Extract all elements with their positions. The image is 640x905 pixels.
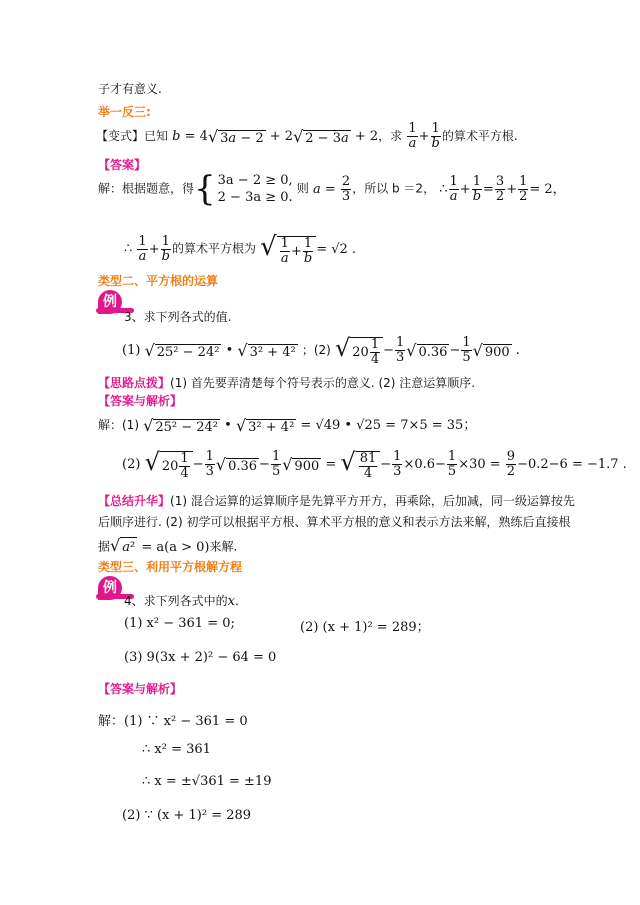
solution-line: 解：(1) √ 25² − 24² • √ 3² + 4² = √49 • √25 = 7×5 = 35； [98,416,477,435]
variable: x [227,594,235,609]
solution-line: 解：(1) ∵ x² − 361 = 0 [98,714,248,729]
solution-line: (2) ∵ (x + 1)² = 289 [122,808,252,823]
solution-label: (2) [122,457,141,472]
result: √ $\frac{1}{a}$ + $\frac{1}{b}$ = √2 . [260,232,357,266]
summary-text: 来解. [209,539,238,554]
therefore-symbol: ∴ [124,241,133,257]
summary-block: 【总结升华】(1) 混合运算的运算顺序是先算平方开方，再乘除，后加减，同一级运算按先 后顺序进行. (2) 初学可以根据平方根、算术平方根的意义和表示方法来解，熟练后直接根 据√ a² = a(a > 0)来解. [98,491,575,558]
hint-line [98,374,475,391]
answer-analysis-tag: 【答案与解析】 [98,682,183,696]
example-badge: 例 [98,576,122,600]
solution-text: 解：根据题意，得 [98,181,195,196]
variant-tag: 【变式】 [96,129,145,143]
example-items: (1) √ 25² − 24² • √ 3² + 4² ；(2) √ 20 $\frac{1}{4}$ − $\frac{1}{3}$ √ 0.36 − $\frac{1}{5}$ √ 900 . [122,334,520,367]
variant-text: ，求 [378,129,403,143]
example-text: . [234,594,239,608]
example-badge: 例 [98,290,122,314]
solution-text: 则 [296,181,309,196]
variant-text: 的算术平方根. [441,129,518,143]
equation-item-1: (1) x² − 361 = 0; [124,616,235,631]
solution-label: 解：(1) [98,418,139,432]
answer-analysis-tag: 【答案与解析】 [98,394,183,408]
solution-text: ，所以 b ＝2， [352,181,436,196]
example-title: 3、求下列各式的值. [124,310,232,324]
solution-line: (2) √ 20 $\frac{1}{4}$ − $\frac{1}{3}$ √ 0.36 − $\frac{1}{5}$ √ 900 = √ $\frac{81}{4}$ − $\frac{1}{3}$ ×0.6− $\frac{1}{5}$ ×30 = $\frac{9}{2}$ −0.2−6 = −1.7 . [122,448,627,481]
example-text: 4、求下列各式中的 [124,594,228,608]
a-value: a = $\frac{2}{3}$ [312,173,351,204]
expression: $\frac{1}{a}$ + $\frac{1}{b}$ [138,233,170,264]
solution-line: ∴ x² = 361 [142,742,211,757]
hint-tag: 【思路点拨】 [98,376,171,390]
item-label: (1) [122,343,141,358]
solution-line [124,232,356,266]
section-heading: 类型三、利用平方根解方程 [98,560,243,574]
solution-line: ∴ x = ±√361 = ±19 [142,774,272,789]
example-title [124,592,239,609]
section-heading: 举一反三: [98,105,151,119]
solution-line [98,169,566,209]
inequality-2: 2 − 3a ≥ 0. [217,190,293,205]
summary-text: 据 [98,539,111,554]
inequality-system [218,172,293,206]
answer-tag: 【答案】 [98,158,147,172]
variant-expression: $\frac{1}{a}$ + $\frac{1}{b}$ [408,121,440,151]
summary-tag: 【总结升华】 [98,494,171,508]
variant-equation: b = 4√ 3a − 2 + 2√ 2 − 3a + 2 [172,127,379,146]
inequality-1: 3a − 2 ≥ 0, [217,173,293,188]
variant-problem [96,122,518,151]
summary-formula: = a(a > 0) [141,539,210,555]
equation-item-3: (3) 9(3x + 2)² − 64 = 0 [124,650,277,665]
solution-text: 的算术平方根为 [171,241,256,256]
sum-equation: ∴ $\frac{1}{a}$ + $\frac{1}{b}$ = $\frac{3}{2}$ + $\frac{1}{2}$ = 2， [439,173,566,204]
item-label: ；(2) [301,343,331,357]
equation-item-2: (2) (x + 1)² = 289； [300,620,430,635]
system-brace: { [194,169,216,209]
hint-text: (1) 首先要弄清楚每个符号表示的意义. (2) 注意运算顺序. [170,376,476,390]
summary-text: 后顺序进行. (2) 初学可以根据平方根、算术平方根的意义和表示方法来解，熟练后直接根 [98,515,571,529]
text-line: 子才有意义. [98,82,162,96]
section-heading: 类型二、平方根的运算 [98,274,219,288]
summary-text: (1) 混合运算的运算顺序是先算平方开方，再乘除，后加减，同一级运算按先 [170,494,575,508]
variant-text: 已知 [144,129,169,143]
solution-result: = √49 • √25 = 7×5 = 35； [300,418,477,433]
